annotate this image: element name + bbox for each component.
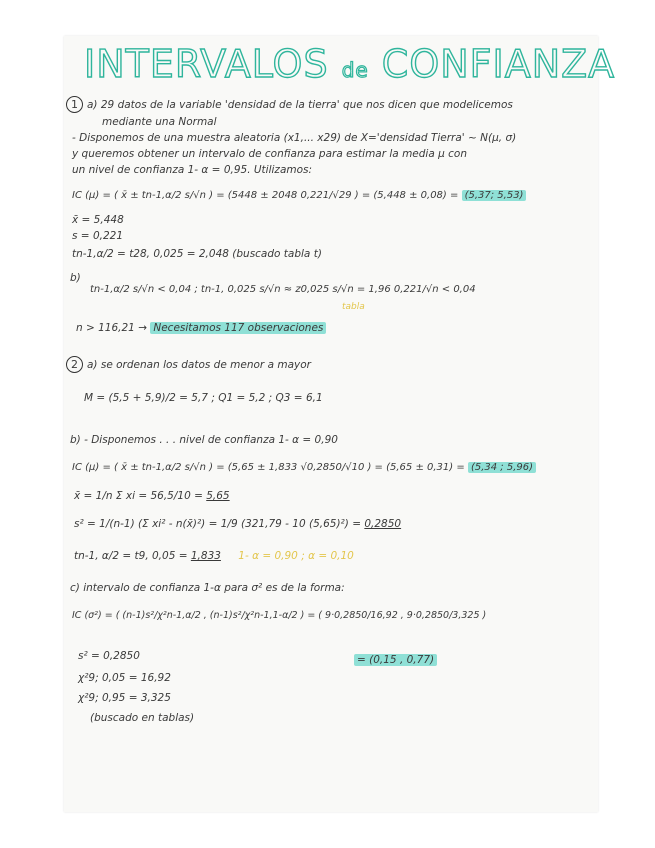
notebook-page <box>64 36 616 812</box>
section2-number-badge: 2 <box>66 356 83 373</box>
section1-s: s = 0,221 <box>72 230 124 242</box>
page-title <box>84 42 616 86</box>
section1-b-formula: tn-1,α/2 s/√n < 0,04 ; tn-1, 0,025 s/√n ≈ z0,025 s/√n = 1,96 0,221/√n < 0,04 <box>90 284 476 295</box>
section1-a-intro-line5: un nivel de confianza 1- α = 0,95. Utilizamos: <box>72 164 313 176</box>
section1-a-intro-line4: y queremos obtener un intervalo de confianza para estimar la media μ con <box>72 148 467 160</box>
section1-t-value: tn-1,α/2 = t28, 0,025 = 2,048 (buscado tabla t) <box>72 248 322 260</box>
section2-c-intro: c) intervalo de confianza 1-α para σ² es de la forma: <box>70 582 345 594</box>
section1-number-badge: 1 <box>66 96 83 113</box>
section2-ic-result: (5,34 ; 5,96) <box>468 462 536 473</box>
section1-xbar: x̄ = 5,448 <box>72 214 124 226</box>
section1-a-intro-line2: mediante una Normal <box>102 116 217 128</box>
title-word-1: INTERVALOS <box>84 42 329 86</box>
section2-mean: x̄ = 1/n Σ xi = 56,5/10 = 5,65 <box>74 490 230 502</box>
section2-b-intro: b) - Disponemos . . . nivel de confianza 1- α = 0,90 <box>70 434 338 446</box>
section1-b-n: n > 116,21 → Necesitamos 117 observaciones <box>76 322 326 334</box>
section1-a-intro-line1: 1 a) 29 datos de la variable 'densidad de la tierra' que nos dicen que modelicemos <box>66 96 513 113</box>
section2-c-chi2: χ²9; 0,95 = 3,325 <box>78 692 171 704</box>
section2-c-note: (buscado en tablas) <box>90 712 195 724</box>
title-connector: de <box>341 58 369 82</box>
section2-variance: s² = 1/(n-1) (Σ xi² - n(x̄)²) = 1/9 (321,79 - 10 (5,65)²) = 0,2850 <box>74 518 402 530</box>
section2-c-s2: s² = 0,2850 <box>78 650 140 662</box>
section2-c-result-wrap <box>354 654 437 666</box>
section2-t-value: tn-1, α/2 = t9, 0,05 = 1,833 1- α = 0,90 ; α = 0,10 <box>74 550 354 562</box>
section1-ic-formula: IC (μ) = ( x̄ ± tn-1,α/2 s/√n ) = (5448 ± 2048 0,221/√29 ) = (5,448 ± 0,08) = (5,37; 5,53) <box>72 190 526 201</box>
section2-ic-formula: IC (μ) = ( x̄ ± tn-1,α/2 s/√n ) = (5,65 ± 1,833 √0,2850/√10 ) = (5,65 ± 0,31) = (5,34 ; 5,96) <box>72 462 536 473</box>
section1-a-intro-line3: - Disponemos de una muestra aleatoria (x1,... x29) de X='densidad Tierra' ~ N(μ, σ) <box>72 132 517 144</box>
section1-b-tabla-note: tabla <box>342 302 365 312</box>
section2-a-intro: 2 a) se ordenan los datos de menor a mayor <box>66 356 311 373</box>
section2-median: M = (5,5 + 5,9)/2 = 5,7 ; Q1 = 5,2 ; Q3 = 6,1 <box>84 392 323 404</box>
section1-b-label: b) <box>70 272 81 284</box>
section1-b-result: Necesitamos 117 observaciones <box>150 322 326 334</box>
title-word-2: CONFIANZA <box>381 42 616 86</box>
section2-c-formula: IC (σ²) = ( (n-1)s²/χ²n-1,α/2 , (n-1)s²/χ²n-1,1-α/2 ) = ( 9·0,2850/16,92 , 9·0,2850/3,325 ) <box>72 610 487 621</box>
section1-ic-result: (5,37; 5,53) <box>462 190 527 201</box>
section2-alpha-note: 1- α = 0,90 ; α = 0,10 <box>238 550 354 562</box>
section2-c-chi1: χ²9; 0,05 = 16,92 <box>78 672 171 684</box>
section2-c-result: = (0,15 , 0,77) <box>354 654 437 666</box>
